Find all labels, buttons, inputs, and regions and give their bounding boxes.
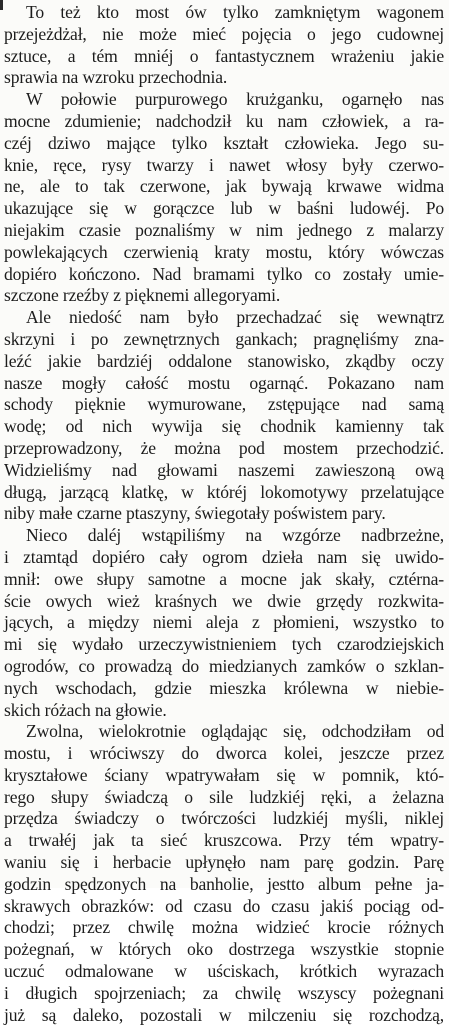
text-line: ogrodów, co prowadzą do miedzianych zamków o szklan- bbox=[4, 655, 444, 676]
text-line: skrawych obrazków: od czasu do czasu jakiś pociąg od- bbox=[4, 895, 444, 916]
text-line: już są daleko, pozostali w milczeniu się rozchodzą, bbox=[4, 1004, 444, 1025]
text-line: skrzyni i po zewnętrznych gankach; pragnęliśmy zna- bbox=[4, 328, 444, 349]
text-line: ne, ale to tak czerwone, jak bywają krwawe widma bbox=[4, 176, 444, 197]
text-line: waniu się i herbacie upłynęło nam parę godzin. Parę bbox=[4, 852, 444, 873]
text-line: dopiéro kończono. Nad bramami tylko co zostały umie- bbox=[4, 263, 444, 284]
text-line: Widzieliśmy nad głowami naszemi zawieszoną ową bbox=[4, 459, 444, 480]
text-line: uczuć odmalowane w uściskach, krótkich wyrazach bbox=[4, 961, 444, 982]
text-line: rego słupy świadczą o sile ludzkiéj ręki, a żelazna bbox=[4, 786, 444, 807]
text-line: pożegnań, w których oko dostrzega wszystkie stopnie bbox=[4, 939, 444, 960]
text-line: knie, ręce, rysy twarzy i nawet włosy były czerwo- bbox=[4, 154, 444, 175]
paragraph-2 bbox=[4, 89, 444, 307]
text-line: szczone rzeźby z pięknemi allegoryami. bbox=[4, 285, 281, 306]
text-line: schody pięknie wymurowane, zstępujące nad samą bbox=[4, 394, 444, 415]
paragraph-4 bbox=[4, 525, 444, 721]
text-line: długą, jarzącą klatkę, w któréj lokomotywy przelatujące bbox=[4, 481, 444, 502]
text-line: Nieco daléj wstąpiliśmy na wzgórze nadbrzeżne, bbox=[26, 525, 444, 546]
text-line: niejakim czasie poznaliśmy w nim jednego z malarzy bbox=[4, 219, 444, 240]
text-line: jących, a między niemi aleja z płomieni, wszystko to bbox=[4, 612, 444, 633]
paragraph-1 bbox=[4, 2, 444, 89]
text-line: przeprowadzony, że można pod mostem przechodzić. bbox=[4, 437, 444, 458]
text-line: leźć jakie bardziéj oddalone stanowisko, zkądby oczy bbox=[4, 350, 444, 371]
text-line: ukazujące się w gorączce lub w baśni ludowéj. Po bbox=[4, 198, 444, 219]
text-line: mocne zdumienie; nadchodził ku nam człowiek, a ra- bbox=[4, 110, 444, 131]
text-line: W połowie purpurowego krużganku, ogarnęło nas bbox=[26, 89, 444, 110]
text-line: mostu, i wróciwszy do dworca kolei, jeszcze przez bbox=[4, 743, 444, 764]
text-line: mi się wydało urzeczywistnieniem tych czarodziejskich bbox=[4, 634, 444, 655]
page-edge-mark bbox=[0, 0, 3, 10]
text-line: i długich spojrzeniach; za chwilę wszyscy pożegnani bbox=[4, 982, 444, 1003]
text-line: Zwolna, wielokrotnie oglądając się, odchodziłam od bbox=[26, 721, 444, 742]
text-line: sprawia na wzroku przechodnia. bbox=[4, 67, 228, 88]
text-line: przejeżdżał, nie może mieć pojęcia o jego cudownej bbox=[4, 23, 444, 44]
text-line: i ztamtąd dopiéro cały ogrom dzieła nam się uwido- bbox=[4, 546, 444, 567]
text-column bbox=[4, 2, 444, 1026]
text-line: skich różach na głowie. bbox=[4, 699, 167, 720]
text-line: wodę; od nich wywija się chodnik kamienny tak bbox=[4, 416, 444, 437]
text-line: ście owych wież kraśnych we dwie grzędy rozkwita- bbox=[4, 590, 444, 611]
text-line: chodzi; przez chwilę można widzieć krocie różnych bbox=[4, 917, 444, 938]
paragraph-5 bbox=[4, 721, 444, 1026]
paragraph-3 bbox=[4, 307, 444, 525]
text-line: mnił: owe słupy samotne a mocne jak skały, cztérna- bbox=[4, 568, 444, 589]
text-line: czéj dziwo mające tylko kształt człowieka. Jego su- bbox=[4, 132, 444, 153]
text-line: nasze mogły całość mostu ogarnąć. Pokazano nam bbox=[4, 372, 444, 393]
text-line: a trwałéj jak ta sieć kruszcowa. Przy tém wpatry- bbox=[4, 830, 444, 851]
text-line: kryształowe ściany wpatrywałam się w pomnik, któ- bbox=[4, 764, 444, 785]
text-line: godzin spędzonych na banholie, jestto album pełne ja- bbox=[4, 873, 444, 894]
text-line: Ale niedość nam było przechadzać się wewnątrz bbox=[26, 307, 444, 328]
text-line: sztuce, a tém mniéj o fantastycznem wrażeniu jakie bbox=[4, 45, 444, 66]
text-line: przędza świadczy o twórczości ludzkiéj myśli, niklej bbox=[4, 808, 444, 829]
text-line: powlekających czerwienią kraty mostu, który wówczas bbox=[4, 241, 444, 262]
text-line: niby małe czarne ptaszyny, świegotały poświstem pary. bbox=[4, 503, 386, 524]
text-line: nych wschodach, gdzie mieszka królewna w niebie- bbox=[4, 677, 444, 698]
text-line: To też kto most ów tylko zamkniętym wagonem bbox=[26, 2, 444, 22]
